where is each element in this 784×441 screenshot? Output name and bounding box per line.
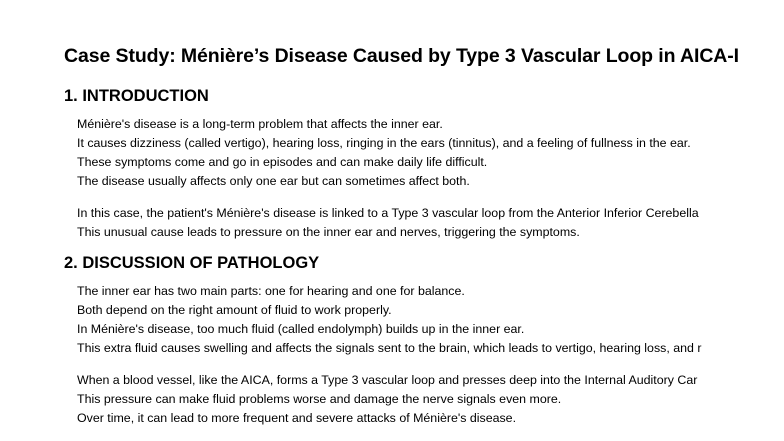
text-line: These symptoms come and go in episodes and can make daily life difficult.	[77, 155, 488, 169]
section-heading-discussion: 2. DISCUSSION OF PATHOLOGY	[64, 254, 320, 272]
text-line: When a blood vessel, like the AICA, forms a Type 3 vascular loop and presses deep into the Internal Auditory Car	[77, 373, 698, 387]
text-line: The inner ear has two main parts: one for hearing and one for balance.	[77, 284, 465, 298]
text-line: This pressure can make fluid problems worse and damage the nerve signals even more.	[77, 392, 562, 406]
text-line: The disease usually affects only one ear but can sometimes affect both.	[77, 174, 470, 188]
section-heading-introduction: 1. INTRODUCTION	[64, 87, 209, 105]
text-line: This unusual cause leads to pressure on the inner ear and nerves, triggering the symptoms.	[77, 225, 580, 239]
text-line: Both depend on the right amount of fluid to work properly.	[77, 303, 392, 317]
discussion-paragraph-2	[77, 371, 697, 428]
text-line: It causes dizziness (called vertigo), hearing loss, ringing in the ears (tinnitus), and a feeling of fullness in the ear.	[77, 136, 691, 150]
text-line: This extra fluid causes swelling and affects the signals sent to the brain, which leads to vertigo, hearing loss, and r	[77, 341, 702, 355]
discussion-paragraph-1	[77, 282, 701, 358]
document-title: Case Study: Ménière’s Disease Caused by Type 3 Vascular Loop in AICA-I	[64, 45, 739, 67]
text-line: Ménière's disease is a long-term problem that affects the inner ear.	[77, 117, 443, 131]
text-line: In Ménière's disease, too much fluid (called endolymph) builds up in the inner ear.	[77, 322, 525, 336]
text-line: Over time, it can lead to more frequent and severe attacks of Ménière's disease.	[77, 411, 517, 425]
introduction-paragraph-2	[77, 204, 699, 242]
text-line: In this case, the patient's Ménière's disease is linked to a Type 3 vascular loop from the Anterior Inferior Cerebella	[77, 206, 699, 220]
introduction-paragraph-1	[77, 115, 691, 191]
